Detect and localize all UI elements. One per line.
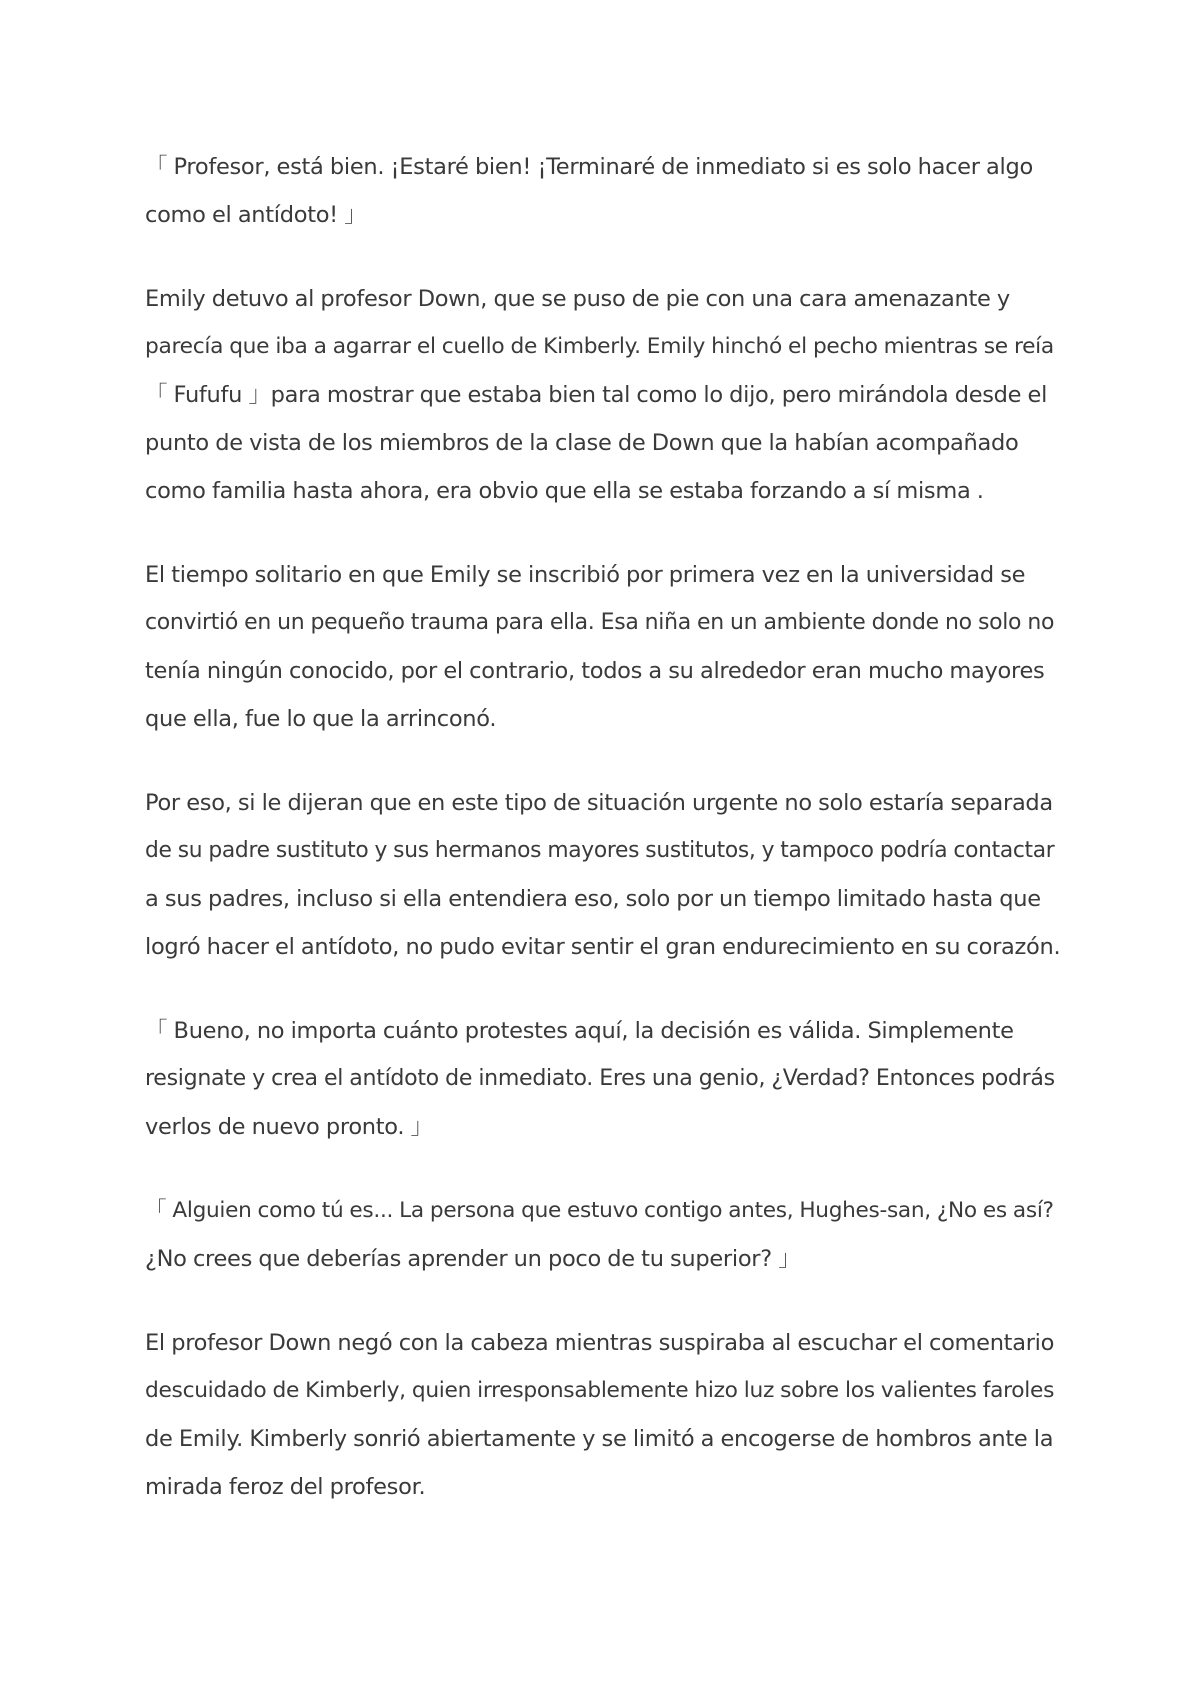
text-line: descuidado de Kimberly, quien irresponsablemente hizo luz sobre los valientes faroles <box>145 1378 1055 1403</box>
text-line: como familia hasta ahora, era obvio que ella se estaba forzando a sí misma . <box>145 478 984 504</box>
text-line: El tiempo solitario en que Emily se inscribió por primera vez en la universidad se <box>145 562 1026 588</box>
text-line: ¿No crees que deberías aprender un poco de tu superior? 」 <box>145 1246 801 1272</box>
text-line: como el antídoto! 」 <box>145 202 367 228</box>
text-line: 「 Profesor, está bien. ¡Estaré bien! ¡Terminaré de inmediato si es solo hacer algo <box>145 154 1033 180</box>
paragraph-1 <box>145 143 1065 239</box>
text-line: tenía ningún conocido, por el contrario, todos a su alrededor eran mucho mayores <box>145 658 1045 684</box>
text-line: mirada feroz del profesor. <box>145 1474 426 1500</box>
text-line: El profesor Down negó con la cabeza mientras suspiraba al escuchar el comentario <box>145 1330 1055 1356</box>
text-line: logró hacer el antídoto, no pudo evitar sentir el gran endurecimiento en su corazón. <box>145 934 1061 960</box>
paragraph-5 <box>145 1007 1065 1151</box>
text-line: de su padre sustituto y sus hermanos mayores sustitutos, y tampoco podría contactar <box>145 838 1055 863</box>
text-line: a sus padres, incluso si ella entendiera eso, solo por un tiempo limitado hasta que <box>145 886 1041 912</box>
text-line: 「 Fufufu 」para mostrar que estaba bien tal como lo dijo, pero mirándola desde el <box>145 382 1048 408</box>
paragraph-2 <box>145 275 1065 515</box>
text-line: resignate y crea el antídoto de inmediato. Eres una genio, ¿Verdad? Entonces podrás <box>145 1066 1055 1091</box>
text-line: Por eso, si le dijeran que en este tipo de situación urgente no solo estaría separada <box>145 790 1053 816</box>
text-line: punto de vista de los miembros de la clase de Down que la habían acompañado <box>145 430 1019 456</box>
text-line: 「 Alguien como tú es... La persona que estuvo contigo antes, Hughes-san, ¿No es así? <box>145 1198 1054 1223</box>
text-line: convirtió en un pequeño trauma para ella. Esa niña en un ambiente donde no solo no <box>145 610 1055 635</box>
document-body <box>145 143 1065 1547</box>
paragraph-3 <box>145 551 1065 743</box>
text-line: 「 Bueno, no importa cuánto protestes aquí, la decisión es válida. Simplemente <box>145 1018 1014 1044</box>
paragraph-6 <box>145 1187 1065 1283</box>
text-line: que ella, fue lo que la arrinconó. <box>145 706 497 732</box>
text-line: verlos de nuevo pronto. 」 <box>145 1114 433 1140</box>
text-line: de Emily. Kimberly sonrió abiertamente y se limitó a encogerse de hombros ante la <box>145 1426 1054 1452</box>
text-line: Emily detuvo al profesor Down, que se puso de pie con una cara amenazante y <box>145 286 1010 312</box>
paragraph-4 <box>145 779 1065 971</box>
paragraph-7 <box>145 1319 1065 1511</box>
text-line: parecía que iba a agarrar el cuello de Kimberly. Emily hinchó el pecho mientras se reía <box>145 334 1054 359</box>
